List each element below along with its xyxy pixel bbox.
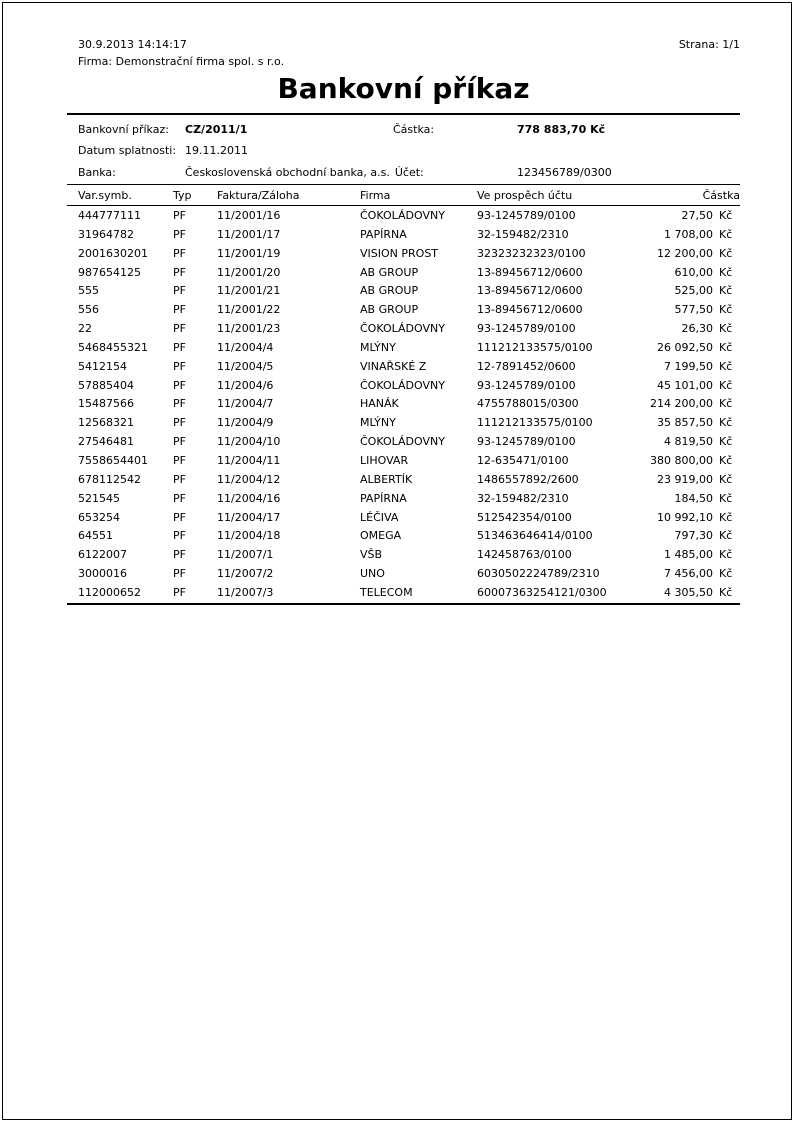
report-title: Bankovní příkaz	[277, 72, 530, 105]
currency-label: Kč	[719, 397, 733, 411]
company-cell: MLÝNY	[360, 416, 396, 430]
company-cell: VŠB	[360, 548, 383, 562]
company-line: Firma: Demonstrační firma spol. s r.o.	[78, 55, 285, 68]
type-cell: PF	[173, 340, 186, 354]
table-row	[67, 358, 740, 377]
type-cell: PF	[173, 303, 186, 317]
table-row	[67, 509, 740, 528]
account-cell: 6030502224789/2310	[477, 567, 600, 581]
var-symbol-cell: 3000016	[78, 567, 127, 581]
amount-value: 10 992,10	[657, 510, 713, 524]
currency-label: Kč	[719, 359, 733, 373]
company-cell: ČOKOLÁDOVNY	[360, 209, 445, 222]
invoice-cell: 11/2007/2	[217, 567, 274, 581]
var-symbol-cell: 12568321	[78, 416, 134, 430]
amount-value: 45 101,00	[657, 378, 713, 392]
company-cell: HANÁK	[360, 397, 399, 411]
amount-value: 380 800,00	[650, 453, 713, 467]
amount-cell	[517, 358, 740, 377]
due-date-row	[67, 140, 740, 161]
company-cell: ČOKOLÁDOVNY	[360, 322, 445, 336]
report-content	[67, 0, 740, 1122]
type-cell: PF	[173, 529, 186, 543]
amount-value: 577,50	[674, 303, 713, 317]
currency-label: Kč	[719, 340, 733, 354]
table-row	[67, 377, 740, 396]
var-symbol-cell: 57885404	[78, 378, 134, 392]
amount-cell	[517, 527, 740, 546]
table-body	[67, 207, 740, 603]
type-cell: PF	[173, 246, 186, 260]
amount-cell	[517, 565, 740, 584]
account-cell: 60007363254121/0300	[477, 585, 607, 599]
currency-label: Kč	[719, 585, 733, 599]
account-cell: 32323232323/0100	[477, 246, 586, 260]
account-cell: 513463646414/0100	[477, 529, 593, 543]
invoice-cell: 11/2004/4	[217, 340, 274, 354]
meta-left	[67, 36, 284, 70]
var-symbol-cell: 521545	[78, 491, 120, 505]
amount-cell	[517, 546, 740, 565]
invoice-cell: 11/2001/16	[217, 209, 281, 222]
header-divider	[67, 205, 740, 206]
type-cell: PF	[173, 472, 186, 486]
bank-name: Československá obchodní banka, a.s.	[185, 165, 390, 179]
invoice-cell: 11/2001/19	[217, 246, 281, 260]
invoice-cell: 11/2007/3	[217, 585, 274, 599]
amount-cell	[517, 452, 740, 471]
invoice-cell: 11/2001/22	[217, 303, 281, 317]
bank-row	[67, 162, 740, 183]
company-cell: PAPÍRNA	[360, 227, 407, 241]
var-symbol-cell: 27546481	[78, 435, 134, 449]
amount-cell	[517, 301, 740, 320]
amount-value: 1 708,00	[664, 227, 713, 241]
table-row	[67, 282, 740, 301]
currency-label: Kč	[719, 303, 733, 317]
invoice-cell: 11/2004/7	[217, 397, 274, 411]
due-date-label: Datum splatnosti:	[78, 144, 177, 158]
report-meta	[67, 36, 740, 70]
account-cell: 93-1245789/0100	[477, 378, 576, 392]
account-number: 123456789/0300	[517, 165, 612, 179]
account-cell: 4755788015/0300	[477, 397, 579, 411]
var-symbol-cell: 22	[78, 322, 92, 336]
account-cell: 93-1245789/0100	[477, 435, 576, 449]
account-cell: 512542354/0100	[477, 510, 572, 524]
amount-value: 7 199,50	[664, 359, 713, 373]
order-label: Bankovní příkaz:	[78, 123, 169, 136]
invoice-cell: 11/2004/18	[217, 529, 281, 543]
header-amount: Částka	[702, 189, 740, 202]
amount-value: 27,50	[681, 209, 713, 222]
account-cell: 93-1245789/0100	[477, 209, 576, 222]
amount-value: 23 919,00	[657, 472, 713, 486]
account-cell: 12-635471/0100	[477, 453, 569, 467]
amount-value: 4 819,50	[664, 435, 713, 449]
order-value: CZ/2011/1	[185, 123, 248, 136]
type-cell: PF	[173, 322, 186, 336]
company-cell: LIHOVAR	[360, 453, 409, 467]
invoice-cell: 11/2001/20	[217, 265, 281, 279]
currency-label: Kč	[719, 284, 733, 298]
company-cell: ALBERTÍK	[360, 472, 413, 486]
var-symbol-cell: 556	[78, 303, 99, 317]
account-cell: 12-7891452/0600	[477, 359, 576, 373]
company-cell: PAPÍRNA	[360, 491, 407, 505]
currency-label: Kč	[719, 472, 733, 486]
amount-value: 35 857,50	[657, 416, 713, 430]
table-row	[67, 452, 740, 471]
currency-label: Kč	[719, 548, 733, 562]
invoice-cell: 11/2001/23	[217, 322, 281, 336]
table-bottom-divider	[67, 603, 740, 605]
company-cell: AB GROUP	[360, 303, 419, 317]
account-cell: 13-89456712/0600	[477, 303, 583, 317]
amount-cell	[517, 471, 740, 490]
order-info-row	[67, 119, 740, 140]
currency-label: Kč	[719, 227, 733, 241]
type-cell: PF	[173, 435, 186, 449]
var-symbol-cell: 2001630201	[78, 246, 148, 260]
currency-label: Kč	[719, 265, 733, 279]
amount-cell	[517, 264, 740, 283]
company-cell: UNO	[360, 567, 385, 581]
type-cell: PF	[173, 227, 186, 241]
due-date-value: 19.11.2011	[185, 144, 248, 158]
invoice-cell: 11/2004/16	[217, 491, 281, 505]
type-cell: PF	[173, 265, 186, 279]
table-top-divider	[67, 184, 740, 185]
invoice-cell: 11/2001/17	[217, 227, 281, 241]
var-symbol-cell: 555	[78, 284, 99, 298]
amount-cell	[517, 245, 740, 264]
header-company: Firma	[360, 189, 391, 202]
table-row	[67, 339, 740, 358]
currency-label: Kč	[719, 567, 733, 581]
currency-label: Kč	[719, 435, 733, 449]
table-header	[67, 186, 740, 205]
amount-value: 797,30	[674, 529, 713, 543]
amount-value: 7 456,00	[664, 567, 713, 581]
currency-label: Kč	[719, 378, 733, 392]
account-label: Účet:	[394, 165, 424, 179]
company-cell: VINAŘSKÉ Z	[360, 359, 427, 373]
currency-label: Kč	[719, 322, 733, 336]
amount-value: 214 200,00	[650, 397, 713, 411]
type-cell: PF	[173, 209, 186, 222]
page-number: Strana: 1/1	[678, 38, 740, 51]
currency-label: Kč	[719, 491, 733, 505]
currency-label: Kč	[719, 510, 733, 524]
var-symbol-cell: 112000652	[78, 585, 141, 599]
table-row	[67, 527, 740, 546]
company-cell: TELECOM	[360, 585, 413, 599]
header-invoice: Faktura/Záloha	[217, 189, 300, 202]
var-symbol-cell: 5412154	[78, 359, 127, 373]
amount-cell	[517, 282, 740, 301]
type-cell: PF	[173, 378, 186, 392]
amount-value: 26 092,50	[657, 340, 713, 354]
print-datetime: 30.9.2013 14:14:17	[78, 38, 187, 51]
amount-value: 1 485,00	[664, 548, 713, 562]
type-cell: PF	[173, 453, 186, 467]
table-row	[67, 226, 740, 245]
var-symbol-cell: 6122007	[78, 548, 127, 562]
amount-value: 525,00	[674, 284, 713, 298]
table-row	[67, 546, 740, 565]
invoice-cell: 11/2004/11	[217, 453, 281, 467]
amount-value: 4 305,50	[664, 585, 713, 599]
currency-label: Kč	[719, 416, 733, 430]
table-row	[67, 471, 740, 490]
type-cell: PF	[173, 567, 186, 581]
header-type: Typ	[173, 189, 192, 202]
company-cell: LÉČIVA	[360, 510, 399, 524]
account-cell: 93-1245789/0100	[477, 322, 576, 336]
currency-label: Kč	[719, 209, 733, 222]
account-cell: 111212133575/0100	[477, 416, 593, 430]
table-row	[67, 584, 740, 603]
var-symbol-cell: 64551	[78, 529, 113, 543]
order-info	[67, 119, 740, 183]
type-cell: PF	[173, 510, 186, 524]
var-symbol-cell: 444777111	[78, 209, 141, 222]
table-row	[67, 245, 740, 264]
table-row	[67, 320, 740, 339]
invoice-cell: 11/2004/10	[217, 435, 281, 449]
amount-value: 184,50	[674, 491, 713, 505]
table-row	[67, 395, 740, 414]
table-row	[67, 414, 740, 433]
account-cell: 1486557892/2600	[477, 472, 579, 486]
invoice-cell: 11/2007/1	[217, 548, 274, 562]
company-cell: AB GROUP	[360, 284, 419, 298]
table-row	[67, 301, 740, 320]
company-cell: VISION PROST	[360, 246, 439, 260]
amount-cell	[517, 433, 740, 452]
amount-cell	[517, 490, 740, 509]
account-cell: 111212133575/0100	[477, 340, 593, 354]
amount-value: 610,00	[674, 265, 713, 279]
currency-label: Kč	[719, 246, 733, 260]
invoice-cell: 11/2004/6	[217, 378, 274, 392]
var-symbol-cell: 7558654401	[78, 453, 148, 467]
table-row	[67, 433, 740, 452]
account-cell: 13-89456712/0600	[477, 265, 583, 279]
invoice-cell: 11/2004/9	[217, 416, 274, 430]
amount-label: Částka:	[393, 123, 435, 136]
type-cell: PF	[173, 284, 186, 298]
title-divider	[67, 113, 740, 115]
table-row	[67, 565, 740, 584]
header-var-symbol: Var.symb.	[78, 189, 132, 202]
amount-cell	[517, 320, 740, 339]
var-symbol-cell: 653254	[78, 510, 120, 524]
table-row	[67, 207, 740, 226]
amount-cell	[517, 226, 740, 245]
amount-value: 12 200,00	[657, 246, 713, 260]
invoice-cell: 11/2004/12	[217, 472, 281, 486]
currency-label: Kč	[719, 529, 733, 543]
amount-cell	[517, 395, 740, 414]
var-symbol-cell: 678112542	[78, 472, 141, 486]
amount-cell	[517, 509, 740, 528]
table-row	[67, 264, 740, 283]
amount-cell	[517, 584, 740, 603]
var-symbol-cell: 987654125	[78, 265, 141, 279]
amount-cell	[517, 414, 740, 433]
table-row	[67, 490, 740, 509]
var-symbol-cell: 15487566	[78, 397, 134, 411]
var-symbol-cell: 31964782	[78, 227, 134, 241]
company-cell: OMEGA	[360, 529, 402, 543]
invoice-cell: 11/2004/5	[217, 359, 274, 373]
type-cell: PF	[173, 585, 186, 599]
company-cell: ČOKOLÁDOVNY	[360, 378, 445, 392]
company-cell: ČOKOLÁDOVNY	[360, 435, 445, 449]
amount-cell	[517, 339, 740, 358]
header-account: Ve prospěch účtu	[477, 189, 573, 202]
bank-label: Banka:	[78, 165, 116, 179]
type-cell: PF	[173, 397, 186, 411]
type-cell: PF	[173, 359, 186, 373]
amount-cell	[517, 377, 740, 396]
bank-and-account	[185, 162, 424, 183]
account-cell: 32-159482/2310	[477, 227, 569, 241]
invoice-cell: 11/2001/21	[217, 284, 281, 298]
var-symbol-cell: 5468455321	[78, 340, 148, 354]
amount-total: 778 883,70 Kč	[517, 123, 606, 136]
account-cell: 142458763/0100	[477, 548, 572, 562]
type-cell: PF	[173, 416, 186, 430]
type-cell: PF	[173, 548, 186, 562]
company-cell: MLÝNY	[360, 340, 396, 354]
amount-value: 26,30	[681, 322, 713, 336]
invoice-cell: 11/2004/17	[217, 510, 281, 524]
account-cell: 32-159482/2310	[477, 491, 569, 505]
amount-cell	[517, 207, 740, 226]
company-cell: AB GROUP	[360, 265, 419, 279]
currency-label: Kč	[719, 453, 733, 467]
account-cell: 13-89456712/0600	[477, 284, 583, 298]
type-cell: PF	[173, 491, 186, 505]
